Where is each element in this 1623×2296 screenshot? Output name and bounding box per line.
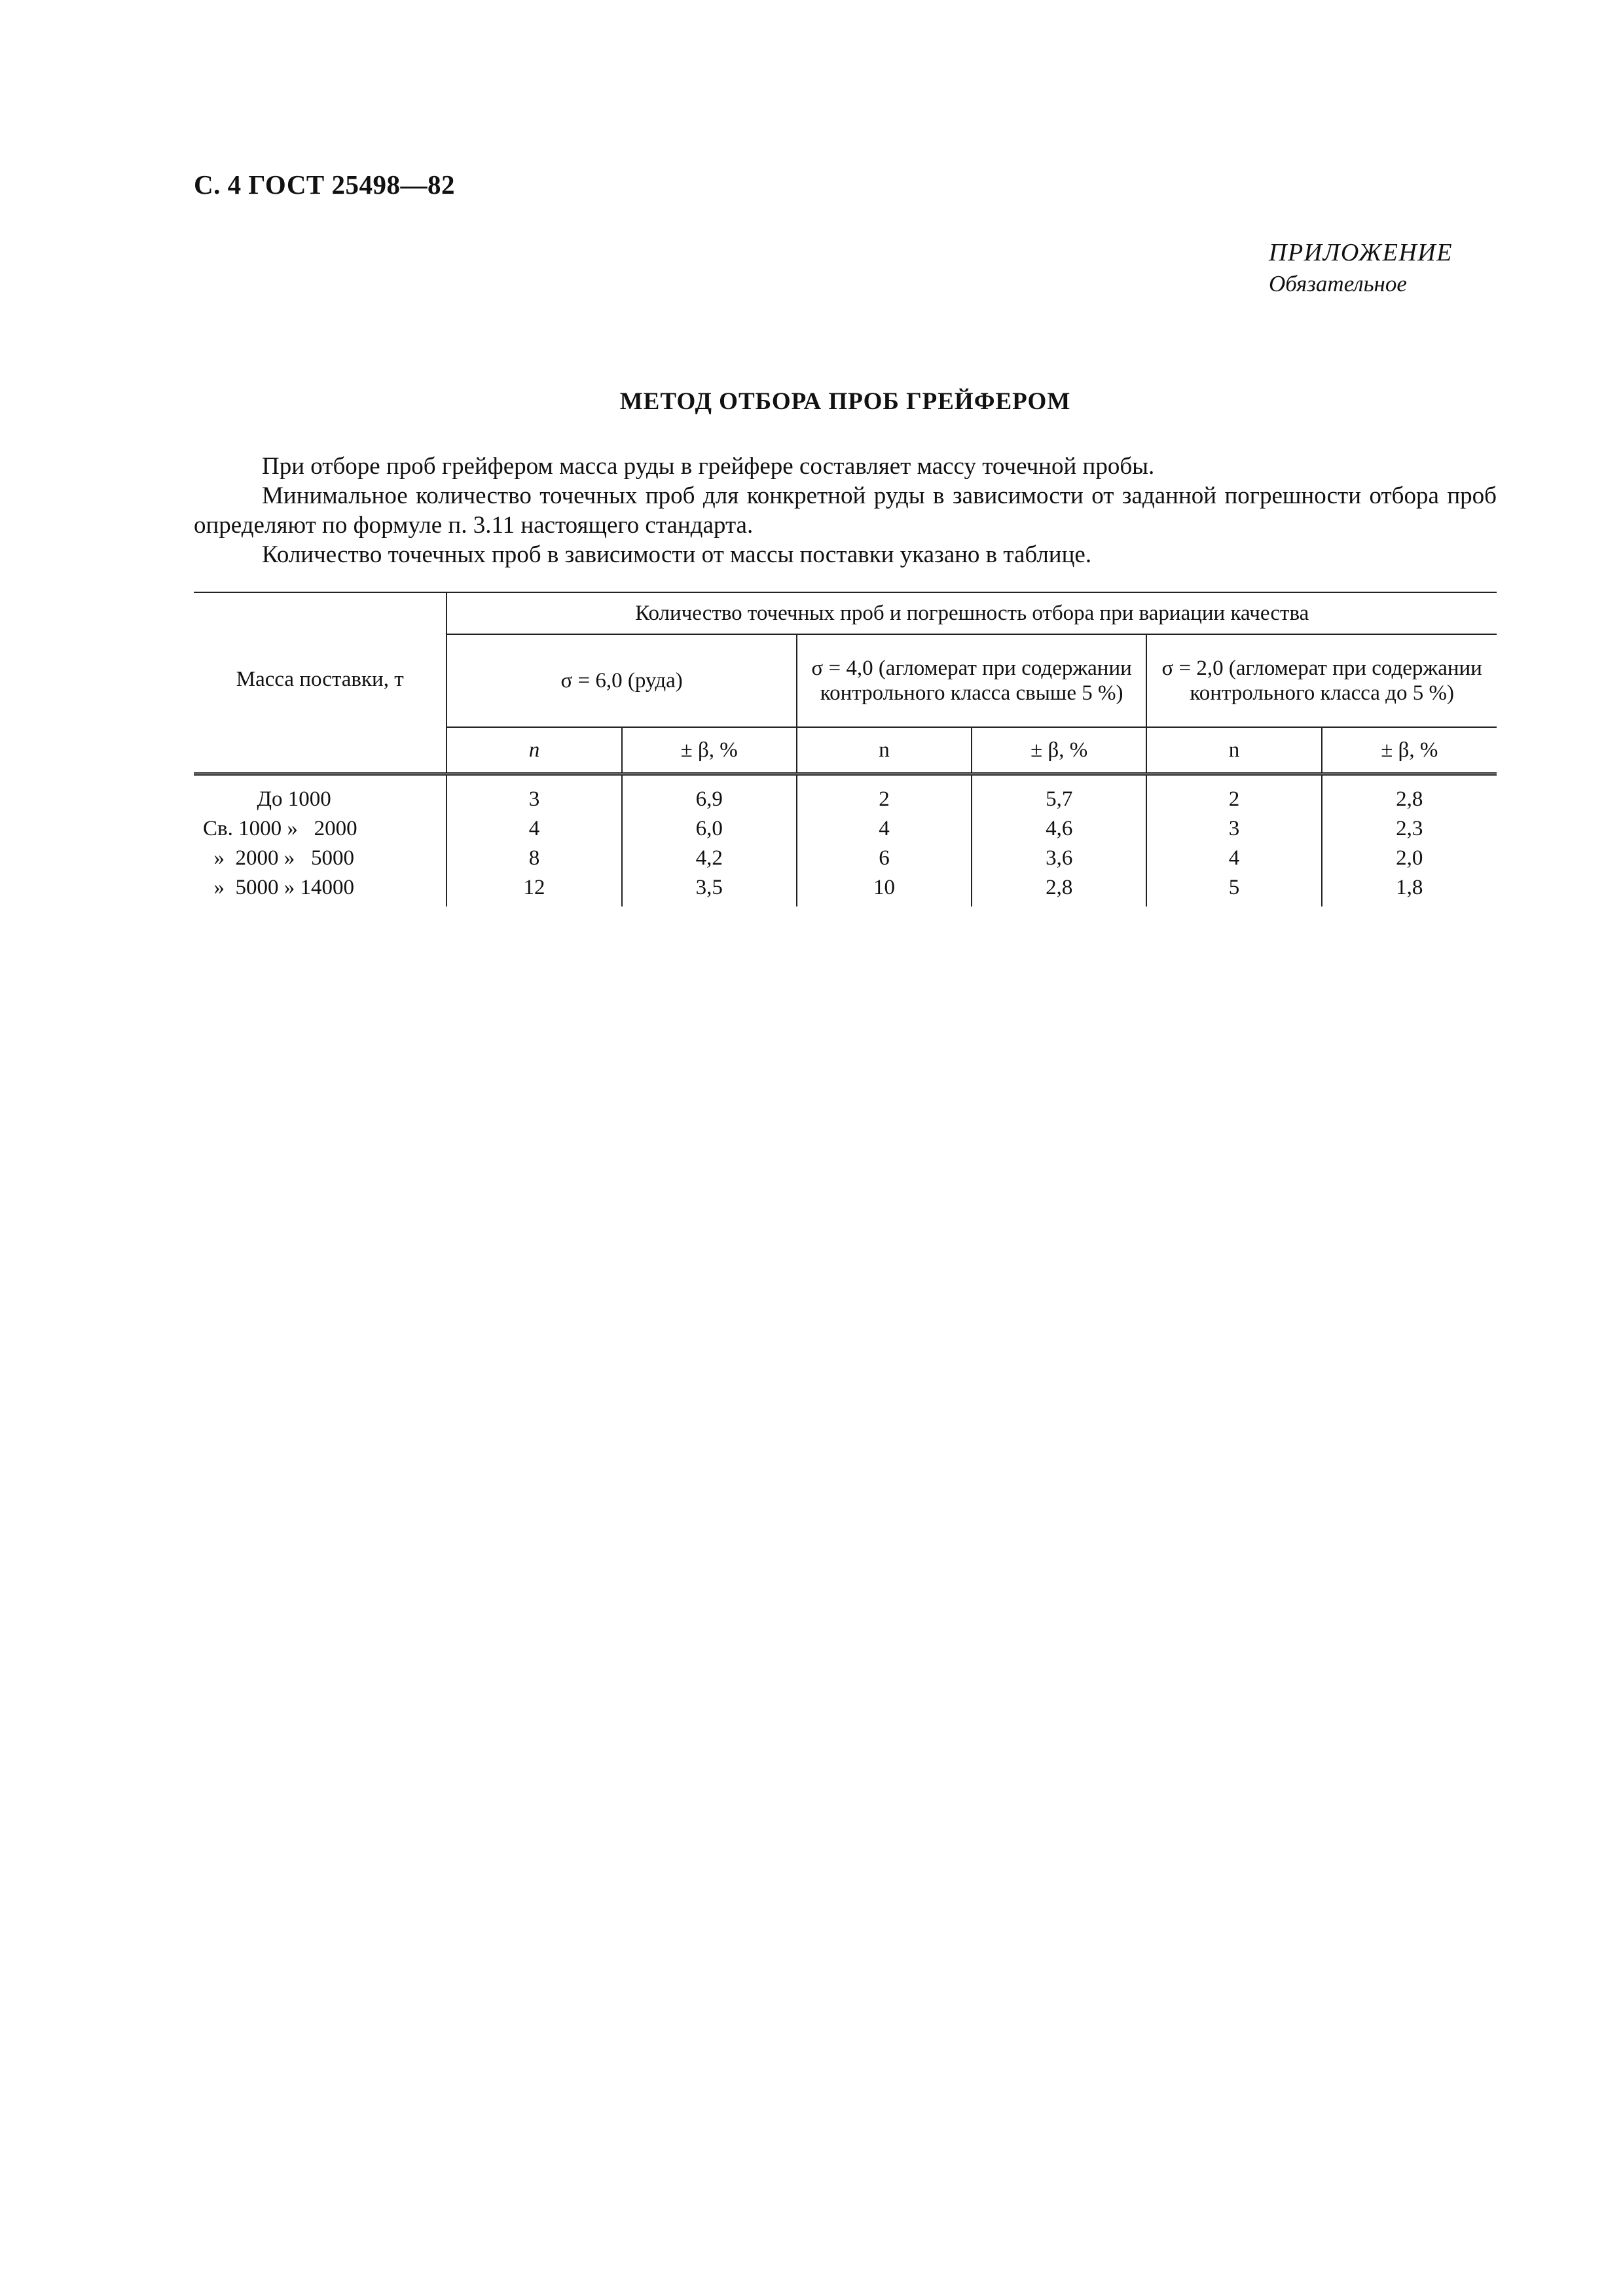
col-header-n: n — [1146, 727, 1321, 774]
mass-cell: » 2000 » 5000 — [203, 846, 354, 870]
value-cell: 2,8 — [1322, 774, 1497, 815]
col-header-n: n — [447, 727, 621, 774]
subgroup-header-sinter-above: σ = 4,0 (агломерат при содержании контрольного класса свыше 5 %) — [797, 634, 1147, 727]
appendix-label — [1269, 237, 1453, 300]
appendix-subtitle: Обязательное — [1269, 271, 1407, 296]
table-row — [194, 774, 1497, 815]
mass-cell: Св. 1000 » 2000 — [203, 817, 357, 840]
value-cell: 2,8 — [972, 873, 1146, 906]
value-cell: 8 — [447, 844, 621, 873]
value-cell: 10 — [797, 873, 972, 906]
value-cell: 6 — [797, 844, 972, 873]
value-cell: 2,3 — [1322, 814, 1497, 844]
body-text — [194, 452, 1497, 569]
value-cell: 3,5 — [622, 873, 797, 906]
appendix-title: ПРИЛОЖЕНИЕ — [1269, 239, 1453, 266]
table-row — [194, 814, 1497, 844]
value-cell: 1,8 — [1322, 873, 1497, 906]
value-cell: 5,7 — [972, 774, 1146, 815]
mass-cell: » 5000 » 14000 — [203, 876, 354, 899]
subgroup-header-sinter-below: σ = 2,0 (агломерат при содержании контрольного класса до 5 %) — [1146, 634, 1497, 727]
paragraph: Количество точечных проб в зависимости от массы поставки указано в таблице. — [262, 541, 1092, 568]
value-cell: 4 — [447, 814, 621, 844]
paragraph: При отборе проб грейфером масса руды в грейфере составляет массу точечной пробы. — [262, 453, 1155, 480]
col-header-n: n — [797, 727, 972, 774]
document-title: МЕТОД ОТБОРА ПРОБ ГРЕЙФЕРОМ — [619, 388, 1071, 415]
value-cell: 4 — [1146, 844, 1321, 873]
value-cell: 4,6 — [972, 814, 1146, 844]
page-header: С. 4 ГОСТ 25498—82 — [194, 170, 456, 200]
col-header-beta: ± β, % — [972, 727, 1146, 774]
value-cell: 12 — [447, 873, 621, 906]
group-header: Количество точечных проб и погрешность отбора при вариации качества — [447, 592, 1497, 634]
table-row — [194, 873, 1497, 906]
col-header-beta: ± β, % — [622, 727, 797, 774]
mass-cell: До 1000 — [203, 787, 331, 811]
table-row — [194, 844, 1497, 873]
value-cell: 3,6 — [972, 844, 1146, 873]
value-cell: 2 — [1146, 774, 1321, 815]
value-cell: 5 — [1146, 873, 1321, 906]
paragraph: Минимальное количество точечных проб для конкретной руды в зависимости от заданной погрешности отбора проб определяют по формуле п. 3.11 настоящего стандарта. — [194, 482, 1497, 539]
subgroup-header-ore: σ = 6,0 (руда) — [447, 634, 797, 727]
mass-column-header: Масса поставки, т — [194, 592, 447, 774]
value-cell: 2,0 — [1322, 844, 1497, 873]
value-cell: 6,9 — [622, 774, 797, 815]
value-cell: 4,2 — [622, 844, 797, 873]
sampling-table — [194, 592, 1497, 906]
value-cell: 3 — [447, 774, 621, 815]
value-cell: 6,0 — [622, 814, 797, 844]
value-cell: 2 — [797, 774, 972, 815]
col-header-beta: ± β, % — [1322, 727, 1497, 774]
value-cell: 4 — [797, 814, 972, 844]
value-cell: 3 — [1146, 814, 1321, 844]
